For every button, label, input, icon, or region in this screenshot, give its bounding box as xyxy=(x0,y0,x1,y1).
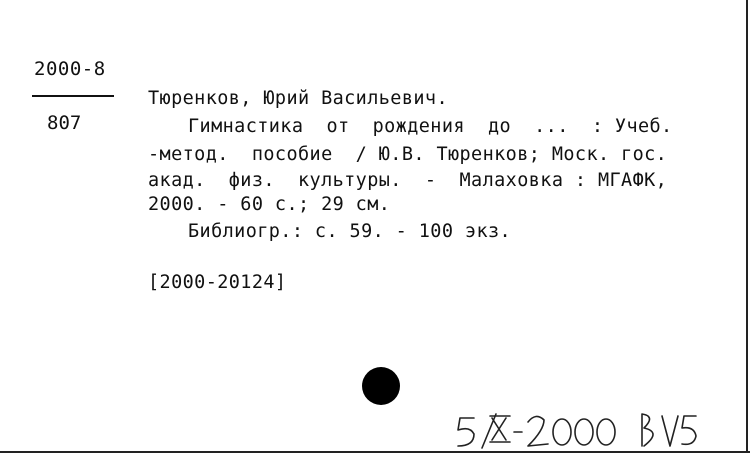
title-line-1: Гимнастика от рождения до ... : Учеб. xyxy=(188,116,673,137)
shelf-mark-sub: 807 xyxy=(47,112,82,134)
record-number: [2000-20124] xyxy=(148,272,287,293)
card-right-border xyxy=(746,0,748,452)
shelf-mark-divider xyxy=(32,95,114,97)
bibliography-note: Библиогр.: с. 59. - 100 экз. xyxy=(188,221,512,242)
publication-line: акад. физ. культуры. - Малаховка : МГАФК, xyxy=(148,170,668,191)
punch-hole xyxy=(362,367,400,405)
title-line-2: -метод. пособие / Ю.В. Тюренков; Моск. гос. xyxy=(148,144,668,165)
author-heading: Тюренков, Юрий Васильевич. xyxy=(148,88,448,109)
shelf-mark: 2000-8 xyxy=(34,58,106,80)
handwritten-note xyxy=(452,408,702,452)
physical-description: 2000. - 60 с.; 29 см. xyxy=(148,194,391,215)
